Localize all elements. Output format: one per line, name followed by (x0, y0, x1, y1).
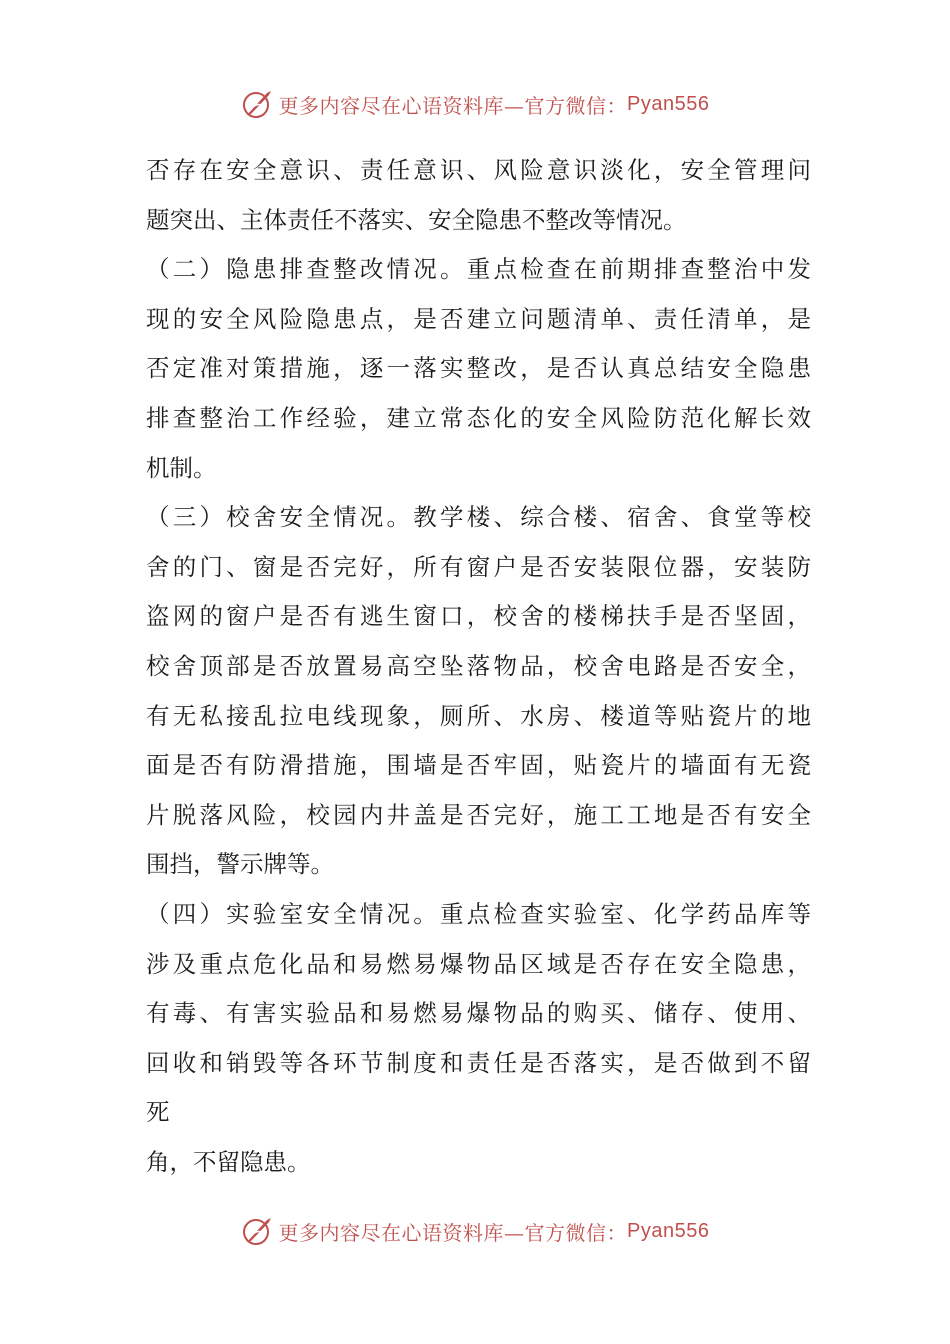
text-line: 否定准对策措施，逐一落实整改，是否认真总结安全隐患 (146, 354, 811, 383)
document-body (146, 146, 811, 1187)
text-line: 盗网的窗户是否有逃生窗口，校舍的楼梯扶手是否坚固， (146, 602, 811, 631)
text-line: 有无私接乱拉电线现象，厕所、水房、楼道等贴瓷片的地 (146, 701, 811, 730)
text-line: 片脱落风险，校园内井盖是否完好，施工工地是否有安全 (146, 800, 811, 829)
text-line: （二）隐患排查整改情况。重点检查在前期排查整治中发 (146, 255, 811, 284)
text-line: 排查整治工作经验，建立常态化的安全风险防范化解长效 (146, 403, 811, 432)
text-line: 舍的门、窗是否完好，所有窗户是否安装限位器，安装防 (146, 552, 811, 581)
watermark-text: 更多内容尽在心语资料库—官方微信： (278, 1220, 628, 1245)
text-line: 有毒、有害实验品和易燃易爆物品的购买、储存、使用、 (146, 999, 811, 1028)
text-line: （三）校舍安全情况。教学楼、综合楼、宿舍、食堂等校 (146, 503, 811, 532)
text-line: 涉及重点危化品和易燃易爆物品区域是否存在安全隐患， (146, 949, 811, 978)
text-line: 现的安全风险隐患点，是否建立问题清单、责任清单，是 (146, 304, 811, 333)
quill-pen-logo-icon (241, 1214, 275, 1248)
watermark-footer (0, 1211, 950, 1251)
text-line: 围挡，警示牌等。 (146, 850, 334, 879)
text-line: 题突出、主体责任不落实、安全隐患不整改等情况。 (146, 205, 687, 234)
text-line: 否存在安全意识、责任意识、风险意识淡化，安全管理问 (146, 156, 811, 184)
quill-pen-logo-icon (241, 87, 275, 121)
text-line: 死 (146, 1098, 170, 1127)
text-line: 校舍顶部是否放置易高空坠落物品，校舍电路是否安全， (146, 651, 811, 680)
text-line: （四）实验室安全情况。重点检查实验室、化学药品库等 (146, 899, 811, 928)
text-line: 机制。 (146, 453, 217, 482)
text-line: 角，不留隐患。 (146, 1147, 311, 1176)
watermark-header (0, 84, 950, 124)
text-line: 面是否有防滑措施，围墙是否牢固，贴瓷片的墙面有无瓷 (146, 751, 811, 780)
watermark-wechat-id: Pyan556 (627, 1219, 710, 1242)
text-line: 回收和销毁等各环节制度和责任是否落实，是否做到不留 (146, 1048, 811, 1077)
watermark-wechat-id: Pyan556 (627, 92, 710, 115)
watermark-text: 更多内容尽在心语资料库—官方微信： (278, 93, 628, 118)
